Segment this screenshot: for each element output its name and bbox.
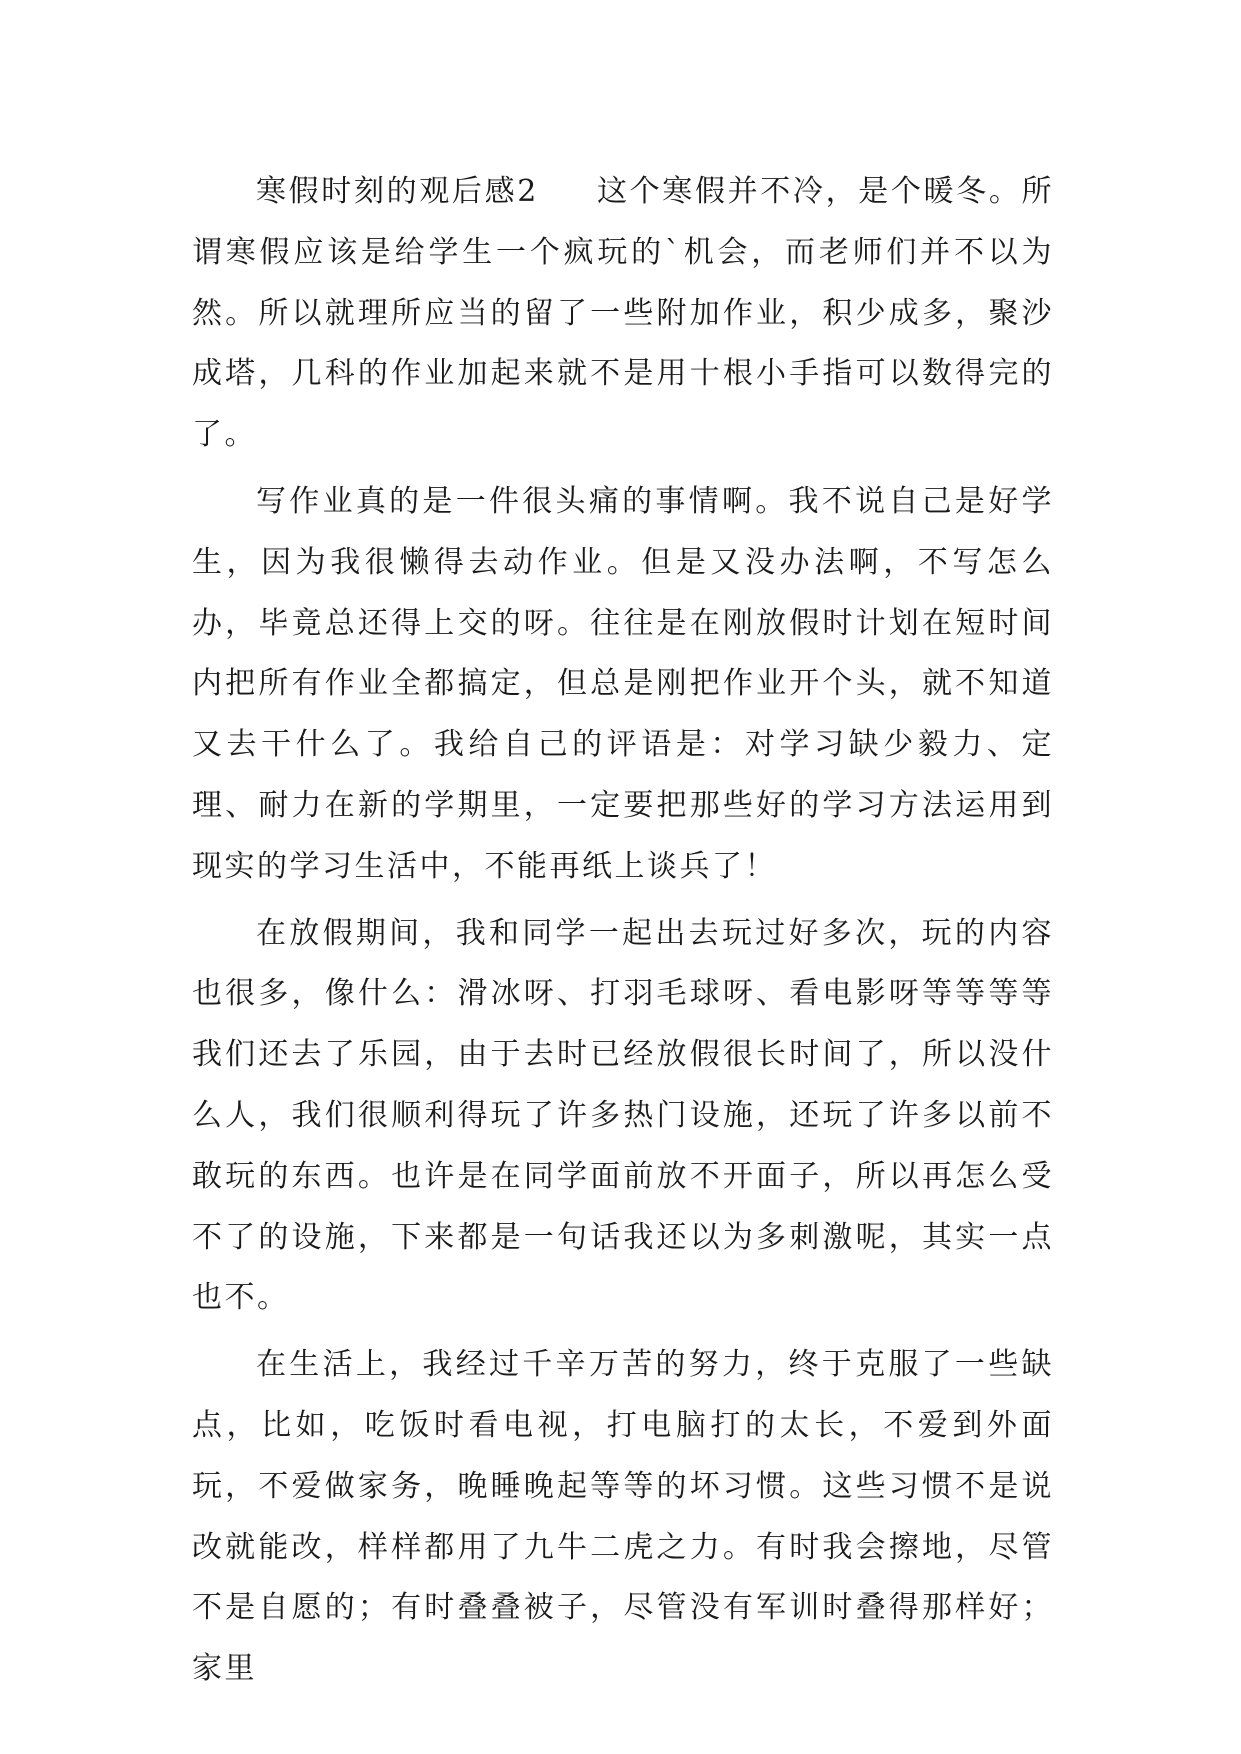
paragraph-1-text: 这个寒假并不冷，是个暖冬。所谓寒假应该是给学生一个疯玩的`机会，而老师们并不以为然。所以就理所应当的留了一些附加作业，积少成多，聚沙成塔，几科的作业加起来就不是用十根小手指可以数得完的了。 bbox=[192, 174, 1054, 453]
paragraph-3: 在放假期间，我和同学一起出去玩过好多次，玩的内容也很多，像什么：滑冰呀、打羽毛球呀、看电影呀等等等等我们还去了乐园，由于去时已经放假很长时间了，所以没什么人，我们很顺利得玩了许多热门设施，还玩了许多以前不敢玩的东西。也许是在同学面前放不开面子，所以再怎么受不了的设施，下来都是一句话我还以为多刺激呢，其实一点也不。 bbox=[192, 915, 1054, 1316]
document-title: 寒假时刻的观后感2 bbox=[256, 174, 539, 209]
paragraph-1 bbox=[192, 162, 1054, 466]
paragraph-4: 在生活上，我经过千辛万苦的努力，终于克服了一些缺点，比如，吃饭时看电视，打电脑打的太长，不爱到外面玩，不爱做家务，晚睡晚起等等的坏习惯。这些习惯不是说改就能改，样样都用了九牛二虎之力。有时我会擦地，尽管不是自愿的；有时叠叠被子，尽管没有军训时叠得那样好；家里 bbox=[192, 1347, 1054, 1687]
document-body bbox=[192, 162, 1054, 1700]
paragraph-2: 写作业真的是一件很头痛的事情啊。我不说自己是好学生，因为我很懒得去动作业。但是又没办法啊，不写怎么办，毕竟总还得上交的呀。往往是在刚放假时计划在短时间内把所有作业全都搞定，但总是刚把作业开个头，就不知道又去干什么了。我给自己的评语是：对学习缺少毅力、定理、耐力在新的学期里，一定要把那些好的学习方法运用到现实的学习生活中，不能再纸上谈兵了！ bbox=[192, 483, 1054, 884]
